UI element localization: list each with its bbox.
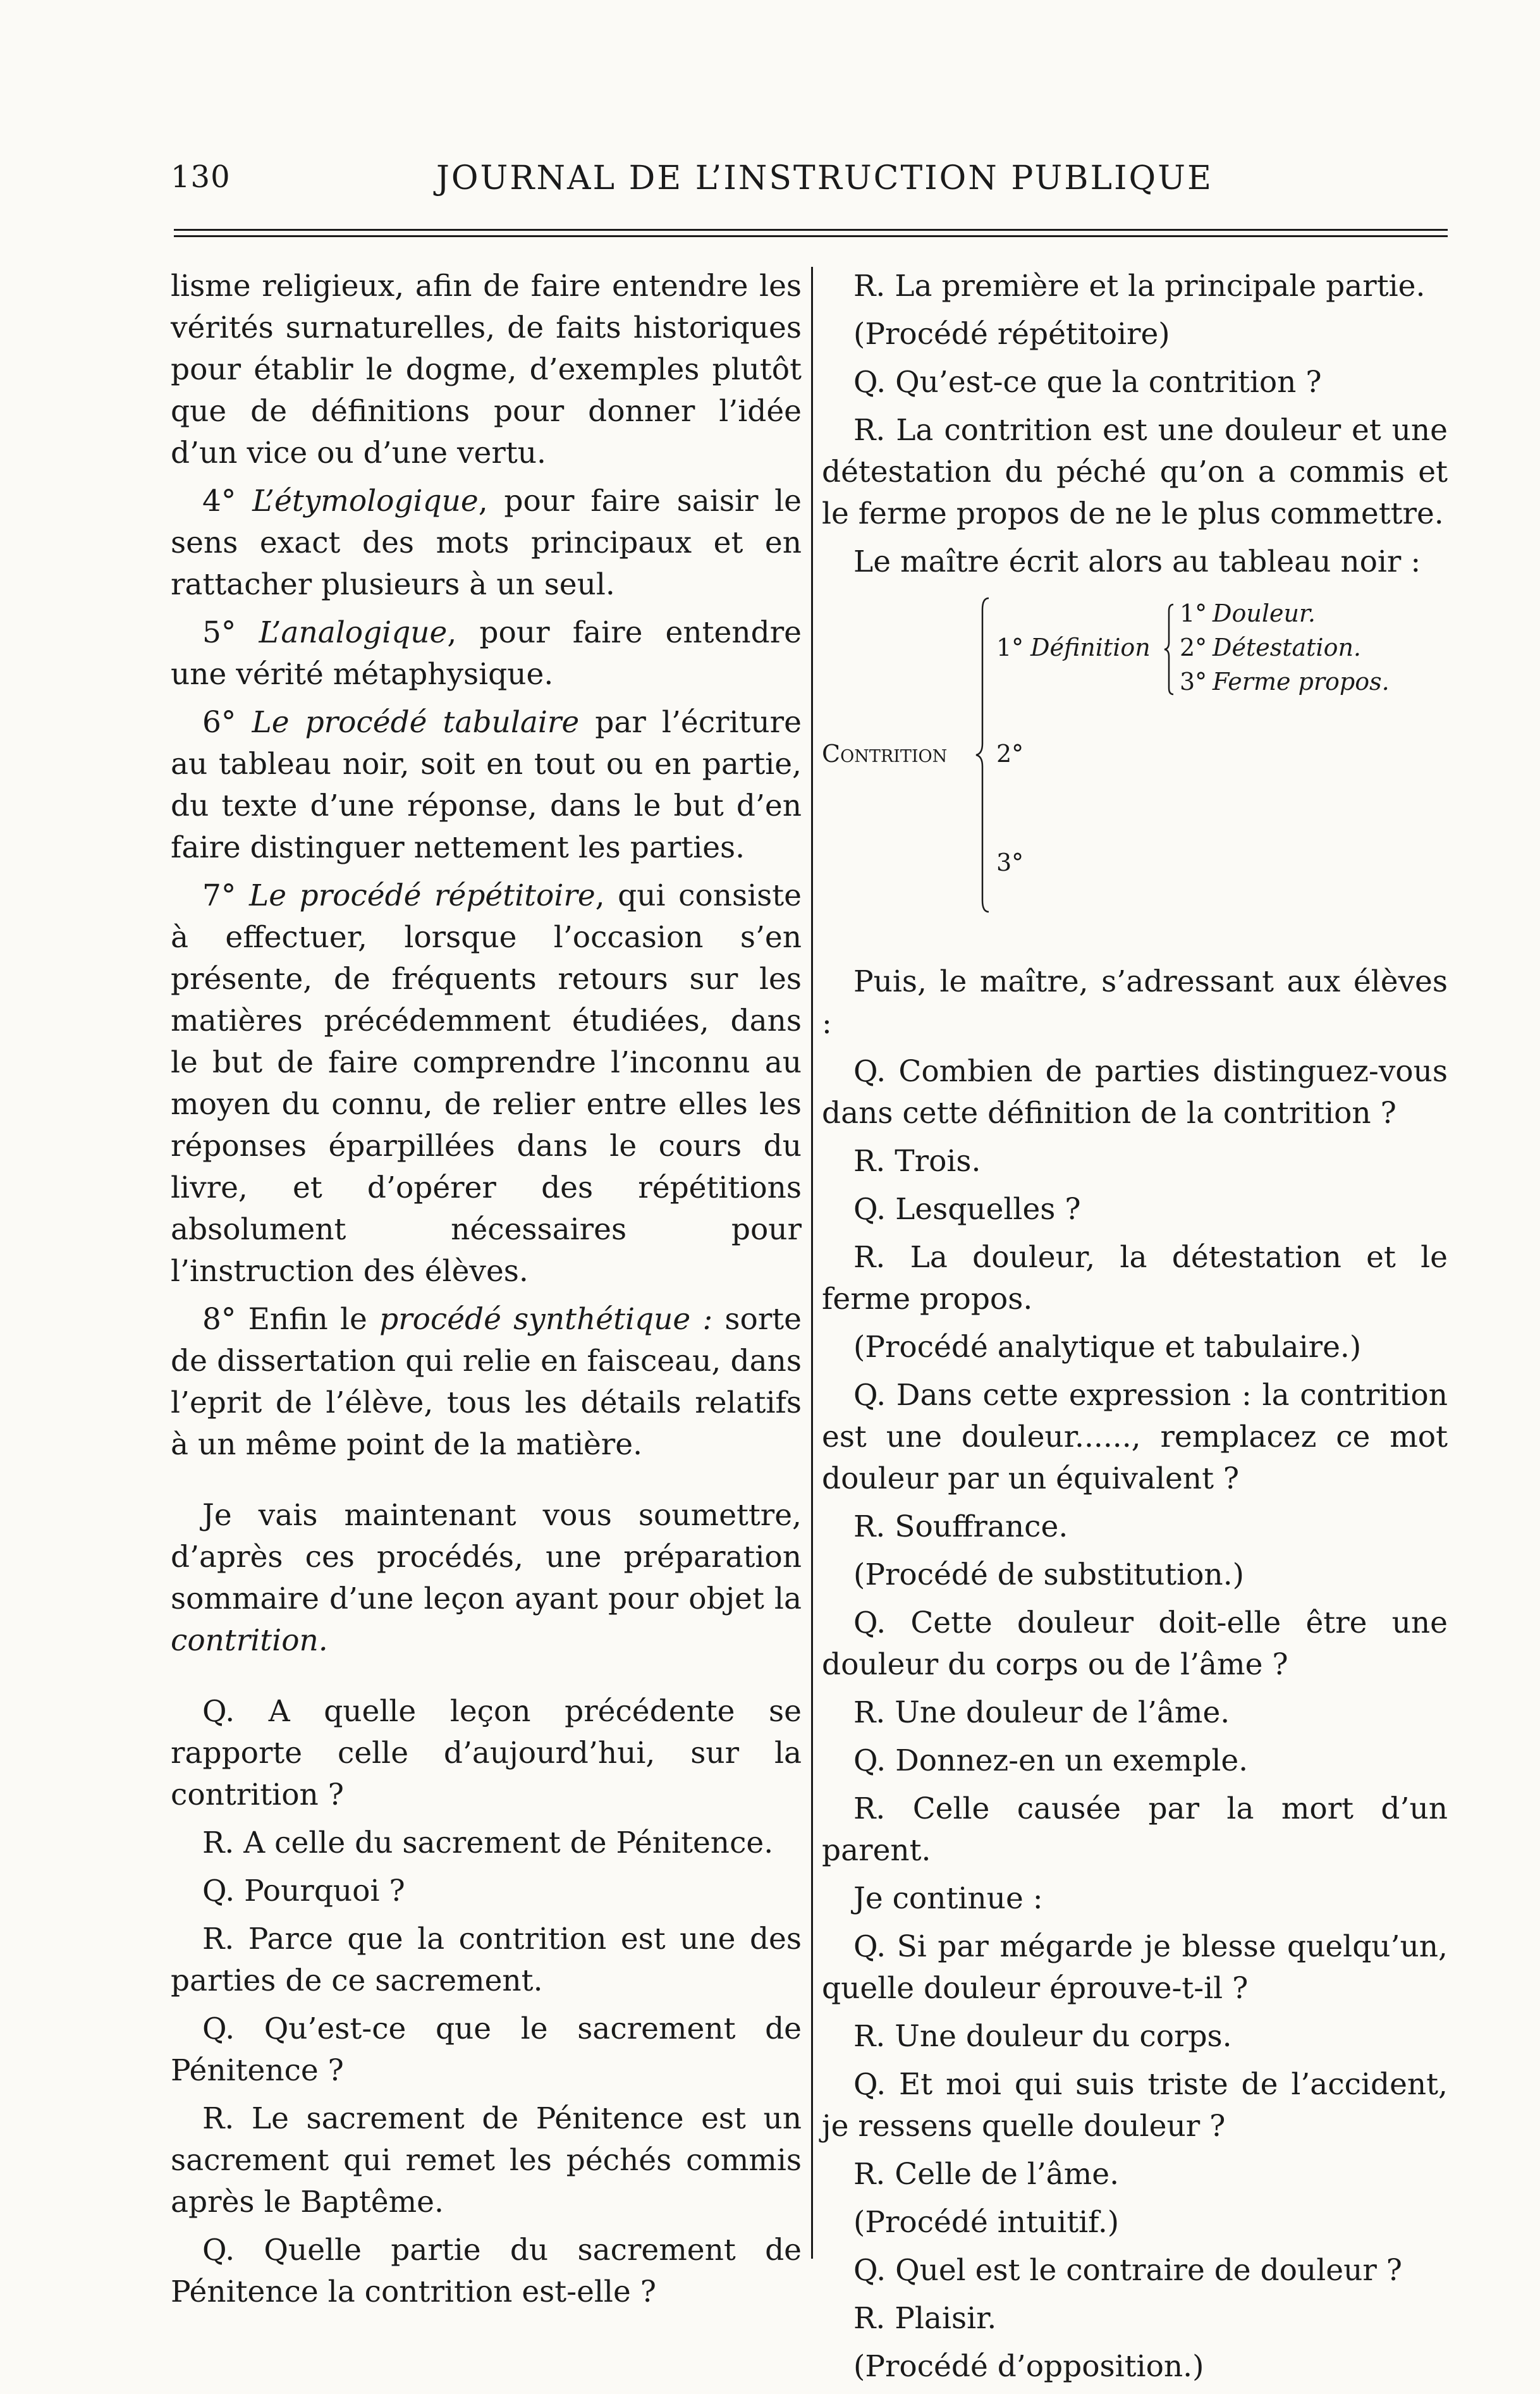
- list-item: [171, 1299, 802, 1466]
- running-title: JOURNAL DE L’INSTRUCTION PUBLIQUE: [436, 159, 1213, 197]
- sub-brace-icon: [1163, 603, 1175, 696]
- dialogue-line: Q. Dans cette expression : la contrition est une douleur......, remplacez ce mot douleur par un équivalent ?: [822, 1378, 1448, 1496]
- dialogue-line: (Procédé d’opposition.): [853, 2349, 1204, 2384]
- item-text: , pour faire saisir le sens exact des mots principaux et en rattacher plusieurs à un seul.: [171, 484, 802, 602]
- dialogue-line: R. Parce que la contrition est une des parties de ce sacrement.: [171, 1922, 802, 1998]
- dialogue-line: Le maître écrit alors au tableau noir :: [853, 544, 1421, 579]
- item-name: L’analogique: [259, 615, 448, 650]
- dialogue-line: Je continue :: [853, 1881, 1043, 1916]
- dialogue-line: (Procédé intuitif.): [853, 2205, 1120, 2240]
- dialogue-line: (Procédé de substitution.): [853, 1557, 1244, 1592]
- column-divider: [811, 267, 813, 2259]
- header-rule: [174, 235, 1448, 237]
- item-text: sorte de dissertation qui relie en faisceau, dans l’eprit de l’élève, tous les détails relatifs à un même point de la matière.: [171, 1302, 802, 1462]
- dialogue-line: Q. Donnez-en un exemple.: [853, 1743, 1249, 1778]
- list-item: [171, 481, 802, 606]
- right-column: [822, 266, 1448, 2394]
- dialogue-line: R. A celle du sacrement de Pénitence.: [202, 1826, 774, 1860]
- dialogue-line: R. Celle causée par la mort d’un parent.: [822, 1791, 1448, 1868]
- item-number: 7°: [202, 878, 236, 913]
- dialogue-line: Q. Cette douleur doit-elle être une douleur du corps ou de l’âme ?: [822, 1605, 1448, 1682]
- dialogue-line: R. Une douleur de l’âme.: [853, 1695, 1230, 1730]
- list-item: [171, 875, 802, 1292]
- item-text: par l’écriture au tableau noir, soit en tout ou en partie, du texte d’une réponse, dans le but d’en faire distinguer nettement les parties.: [171, 705, 802, 865]
- dialogue-line: Q. Si par mégarde je blesse quelqu’un, quelle douleur éprouve-t-il ?: [822, 1929, 1448, 2006]
- dialogue-line: Q. Qu’est-ce que la contrition ?: [853, 365, 1322, 400]
- list-item: [171, 612, 802, 696]
- dialogue-line: R. Une douleur du corps.: [853, 2019, 1232, 2054]
- item-text: , pour faire entendre une vérité métaphysique.: [171, 615, 802, 692]
- item-text: , qui consiste à effectuer, lorsque l’occasion s’en présente, de fréquents retours sur les matières précédemment étudiées, dans le but de faire comprendre l’inconnu au moyen du connu, de relier entre elles les réponses éparpillées dans le cours du livre, et d’opérer des répétitions absolument nécessaires pour l’instruction des élèves.: [171, 878, 802, 1289]
- item-name: L’étymologique: [252, 484, 479, 519]
- item-number: 4°: [202, 484, 236, 519]
- intro-paragraph: [171, 1495, 802, 1662]
- dialogue-line: Q. Pourquoi ?: [202, 1874, 405, 1908]
- dialogue-line: R. Celle de l’âme.: [853, 2157, 1120, 2192]
- dialogue-line: R. La contrition est une douleur et une détestation du péché qu’on a commis et le ferme propos de ne le plus commettre.: [822, 413, 1448, 531]
- dialogue-line: (Procédé analytique et tabulaire.): [853, 1330, 1362, 1365]
- sub-label: Ferme propos.: [1213, 668, 1390, 696]
- dialogue-line: Puis, le maître, s’adressant aux élèves :: [822, 964, 1448, 1041]
- branch-label: Définition: [1030, 634, 1151, 661]
- dialogue-line: Q. A quelle leçon précédente se rapporte celle d’aujourd’hui, sur la contrition ?: [171, 1694, 802, 1812]
- dialogue-line: Q. Lesquelles ?: [853, 1192, 1081, 1227]
- page-number: 130: [171, 159, 231, 195]
- intro-text: Je vais maintenant vous soumettre, d’après ces procédés, une préparation sommaire d’une leçon ayant pour objet la: [171, 1498, 802, 1616]
- dialogue-line: Q. Quel est le contraire de douleur ?: [853, 2253, 1402, 2288]
- left-column: [171, 266, 802, 2319]
- sub-label: Douleur.: [1213, 599, 1316, 627]
- dialogue-block: [171, 1691, 802, 2313]
- item-name: Le procédé tabulaire: [252, 705, 580, 740]
- dialogue-line: R. La première et la principale partie.: [853, 269, 1426, 304]
- dialogue-line: Q. Combien de parties distinguez-vous dans cette définition de la contrition ?: [822, 1054, 1448, 1131]
- dialogue-line: R. La douleur, la détestation et le ferme propos.: [822, 1240, 1448, 1317]
- item-name: Le procédé répétitoire: [248, 878, 596, 913]
- dialogue-line: R. Souffrance.: [853, 1509, 1068, 1544]
- branch-number: 3°: [996, 849, 1024, 876]
- dialogue-line: (Procédé répétitoire): [853, 317, 1170, 352]
- item-number: 6°: [202, 705, 236, 740]
- branch-number: 2°: [996, 740, 1024, 768]
- blackboard-diagram: [822, 589, 1448, 943]
- header-rule: [174, 229, 1448, 231]
- dialogue-line: R. Le sacrement de Pénitence est un sacrement qui remet les péchés commis après le Baptême.: [171, 2101, 802, 2219]
- item-name: procédé synthétique :: [379, 1302, 713, 1337]
- dialogue-line: R. Plaisir.: [853, 2301, 997, 2336]
- dialogue-line: R. Trois.: [853, 1144, 981, 1179]
- sub-label: Détestation.: [1213, 634, 1361, 661]
- paragraph: lisme religieux, afin de faire entendre les vérités surnaturelles, de faits historiques pour établir le dogme, d’exemples plutôt que de définitions pour donner l’idée d’un vice ou d’une vertu.: [171, 269, 802, 470]
- dialogue-line: Q. Qu’est-ce que le sacrement de Pénitence ?: [171, 2011, 802, 2088]
- item-prefix: Enfin le: [248, 1302, 380, 1337]
- intro-topic: contrition.: [171, 1623, 328, 1658]
- sub-number: 3°: [1180, 668, 1207, 696]
- dialogue-line: Q. Et moi qui suis triste de l’accident, je ressens quelle douleur ?: [822, 2067, 1448, 2144]
- diagram-root: Contrition: [822, 740, 948, 768]
- dialogue-line: Q. Quelle partie du sacrement de Pénitence la contrition est-elle ?: [171, 2233, 802, 2309]
- sub-number: 1°: [1180, 599, 1207, 627]
- branch-number: 1°: [996, 634, 1024, 661]
- list-item: [171, 702, 802, 869]
- item-number: 8°: [202, 1302, 236, 1337]
- sub-number: 2°: [1180, 634, 1207, 661]
- item-number: 5°: [202, 615, 236, 650]
- main-brace-icon: [975, 597, 990, 913]
